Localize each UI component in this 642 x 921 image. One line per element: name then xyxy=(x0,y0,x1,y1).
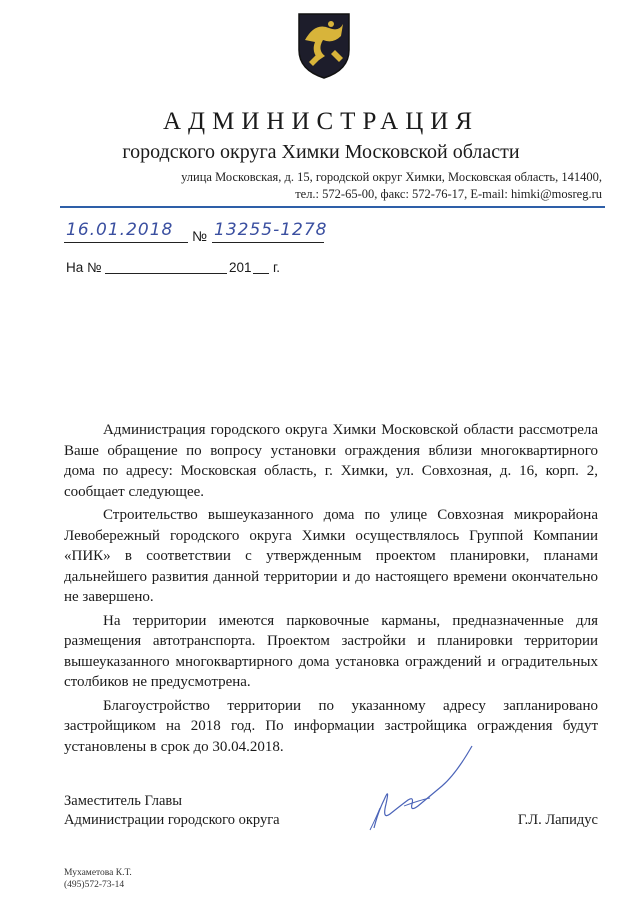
date-underline xyxy=(64,242,188,243)
body-paragraph: Благоустройство территории по указанному адресу запланировано застройщиком на 2018 год. По информации застройщика ограждения будут установлены в срок до 30.04.2018. xyxy=(64,697,598,755)
registration-number: 13255-1278 xyxy=(214,220,328,240)
body-paragraph: Администрация городского округа Химки Московской области рассмотрела Ваше обращение по вопросу установки ограждения вблизи многоквартирного дома по адресу: Московская область, г. Химки, ул. Совхозная, д. 16, корп. 2, сообщает следующее. xyxy=(64,422,598,500)
executor-name: Мухаметова К.Т. xyxy=(64,868,132,878)
organization-subtitle: городского округа Химки Московской области xyxy=(122,141,520,163)
body-paragraph: Строительство вышеуказанного дома по улице Совхозная микрорайона Левобережный городского округа Химки осуществлялось Группой Компании «ПИК» в соответствии с утвержденным проектом планировки, планами дальнейшего развития данной территории и до настоящего времени окончательно не завершено. xyxy=(64,507,598,605)
reply-year-blank xyxy=(253,273,269,274)
reply-year-suffix: г. xyxy=(273,260,281,275)
number-underline xyxy=(212,242,324,243)
header-divider xyxy=(60,206,605,208)
signatory-title-line2: Администрации городского округа xyxy=(64,812,280,828)
contacts-line: тел.: 572-65-00, факс: 572-76-17, E-mail: himki@mosreg.ru xyxy=(295,187,602,201)
body-paragraph: На территории имеются парковочные карманы, предназначенные для размещения автотранспорта. Проектом застройки и планировки территории вышеуказанного многоквартирного дома установка ограждений и оградительных столбиков не предусмотрена. xyxy=(64,612,598,690)
organization-title: АДМИНИСТРАЦИЯ xyxy=(163,108,479,135)
address-line: улица Московская, д. 15, городской округ Химки, Московская область, 141400, xyxy=(181,170,602,184)
coat-of-arms-icon xyxy=(295,10,353,82)
executor-phone: (495)572-73-14 xyxy=(64,880,125,890)
reply-year-prefix: 201 xyxy=(229,260,252,275)
letter-body xyxy=(64,420,598,757)
registration-number-label: № xyxy=(192,228,208,244)
reply-number-blank xyxy=(105,273,227,274)
registration-date: 16.01.2018 xyxy=(66,220,174,240)
signatory-title: Заместитель Главы xyxy=(64,793,183,809)
signatory-name: Г.Л. Лапидус xyxy=(517,812,598,828)
reply-to-label: На № xyxy=(66,260,102,275)
handwritten-signature xyxy=(360,742,480,832)
